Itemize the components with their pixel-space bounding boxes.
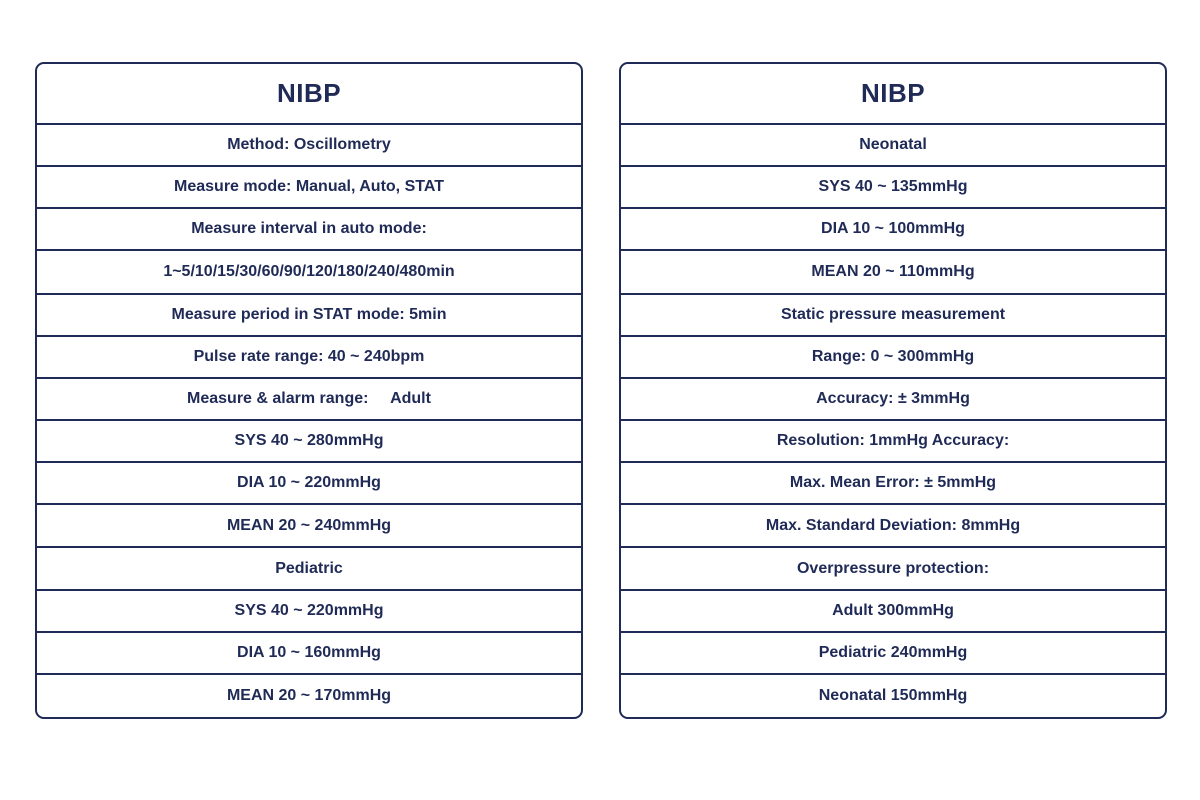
right-row-overpressure-adult: Adult 300mmHg — [621, 591, 1165, 633]
right-row-resolution: Resolution: 1mmHg Accuracy: — [621, 421, 1165, 463]
left-row-adult-mean: MEAN 20 ~ 240mmHg — [37, 505, 581, 548]
left-row-pediatric-dia: DIA 10 ~ 160mmHg — [37, 633, 581, 675]
left-row-stat-period: Measure period in STAT mode: 5min — [37, 295, 581, 337]
right-row-max-mean-error: Max. Mean Error: ± 5mmHg — [621, 463, 1165, 505]
right-row-neonatal-label: Neonatal — [621, 125, 1165, 167]
left-row-method: Method: Oscillometry — [37, 125, 581, 167]
right-row-range: Range: 0 ~ 300mmHg — [621, 337, 1165, 379]
left-row-pediatric-label: Pediatric — [37, 548, 581, 591]
right-row-neonatal-sys: SYS 40 ~ 135mmHg — [621, 167, 1165, 209]
right-row-overpressure-pediatric: Pediatric 240mmHg — [621, 633, 1165, 675]
left-row-measure-mode: Measure mode: Manual, Auto, STAT — [37, 167, 581, 209]
left-spec-panel — [35, 62, 583, 719]
right-row-neonatal-dia: DIA 10 ~ 100mmHg — [621, 209, 1165, 251]
left-row-pediatric-mean: MEAN 20 ~ 170mmHg — [226, 687, 392, 704]
right-row-static-pressure: Static pressure measurement — [621, 295, 1165, 337]
left-panel-title: NIBP — [37, 64, 581, 125]
right-row-max-std-dev: Max. Standard Deviation: 8mmHg — [621, 505, 1165, 548]
left-row-interval-values: 1~5/10/15/30/60/90/120/180/240/480min — [37, 251, 581, 295]
right-row-neonatal-mean: MEAN 20 ~ 110mmHg — [621, 251, 1165, 295]
right-row-overpressure-neonatal: Neonatal 150mmHg — [818, 687, 968, 704]
right-panel-title: NIBP — [621, 64, 1165, 125]
left-row-pulse-rate: Pulse rate range: 40 ~ 240bpm — [37, 337, 581, 379]
left-row-adult-dia: DIA 10 ~ 220mmHg — [37, 463, 581, 505]
left-row-pediatric-sys: SYS 40 ~ 220mmHg — [37, 591, 581, 633]
left-row-alarm-range-adult: Measure & alarm range: Adult — [37, 379, 581, 421]
right-row-accuracy: Accuracy: ± 3mmHg — [621, 379, 1165, 421]
left-row-interval-label: Measure interval in auto mode: — [37, 209, 581, 251]
right-spec-panel — [619, 62, 1167, 719]
left-row-adult-sys: SYS 40 ~ 280mmHg — [37, 421, 581, 463]
right-row-overpressure-label: Overpressure protection: — [621, 548, 1165, 591]
